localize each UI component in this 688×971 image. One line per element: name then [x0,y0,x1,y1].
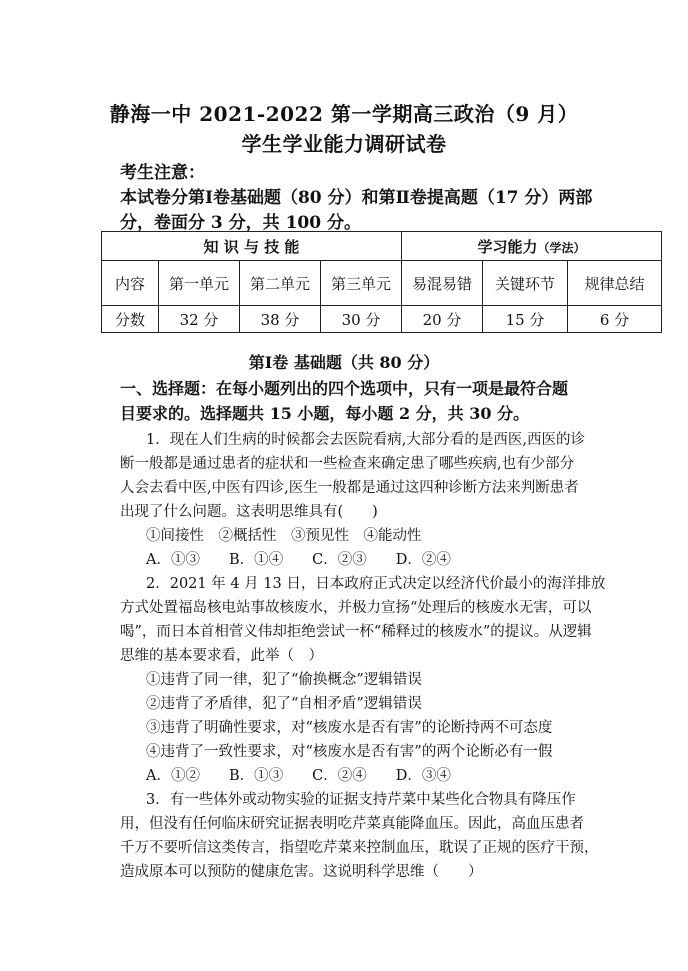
notice-label: 考生注意： [120,163,205,183]
q1-line: 断一般都是通过患者的症状和一些检查来确定患了哪些疾病,也有少部分 [120,456,575,472]
score-cell: 15 分 [483,306,568,333]
table-score-row [102,306,662,333]
q3-line: 3．有一些体外或动物实验的证据支持芹菜中某些化合物具有降压作 [146,792,576,808]
q2-item: ③违背了明确性要求，对“核废水是否有害”的论断持两不可态度 [146,720,553,736]
table-group-row [102,232,662,261]
header-cell: 内容 [102,261,159,306]
section-title: 第Ⅰ卷 基础题（共 80 分） [248,353,440,372]
header-cell: 第一单元 [159,261,240,306]
q2-item: ②违背了矛盾律，犯了“自相矛盾”逻辑错误 [146,696,422,712]
table-header-row [102,261,662,306]
group-knowledge-skills: 知 识 与 技 能 [102,232,402,261]
group-learning-ability-note: （学法） [537,240,586,255]
intro-line-2: 分，卷面分 3 分，共 100 分。 [120,213,361,233]
q1-items: ①间接性 ②概括性 ③预见性 ④能动性 [146,528,422,544]
score-cell: 38 分 [240,306,321,333]
q3-line: 千万不要听信这类传言，指望吃芹菜来控制血压，耽误了正规的医疗干预， [120,840,599,856]
q1-line: 1．现在人们生病的时候都会去医院看病,大部分看的是西医,西医的诊 [146,432,585,448]
score-distribution-table [101,231,662,333]
part-instructions-line-2: 目要求的。选择题共 15 小题，每小题 2 分，共 30 分。 [120,404,530,423]
score-cell: 20 分 [402,306,483,333]
q2-item: ④违背了一致性要求，对“核废水是否有害”的两个论断必有一假 [146,744,553,760]
q1-choices: A．①③ B．①④ C．②③ D．②④ [146,552,451,568]
score-cell: 分数 [102,306,159,333]
q2-line: 方式处置福岛核电站事故核废水，并极力宣扬“处理后的核废水无害，可以 [120,600,592,616]
q3-line: 造成原本可以预防的健康危害。这说明科学思维（ ） [120,864,483,880]
q1-line: 人会去看中医,中医有四诊,医生一般都是通过这四种诊断方法来判断患者 [120,480,579,496]
q2-choices: A．①② B．①③ C．②④ D．③④ [146,768,451,784]
header-cell: 易混易错 [402,261,483,306]
q3-line: 用，但没有任何临床研究证据表明吃芹菜真能降血压。因此，高血压患者 [120,816,584,832]
group-learning-ability-label: 学习能力 [477,237,538,256]
group-learning-ability [402,232,662,261]
header-cell: 规律总结 [568,261,662,306]
q1-line: 出现了什么问题。这表明思维具有( ) [120,504,378,520]
score-cell: 32 分 [159,306,240,333]
exam-title-line1: 静海一中 2021-2022 第一学期高三政治（9 月） [109,102,579,126]
q2-item: ①违背了同一律，犯了“偷换概念”逻辑错误 [146,672,422,688]
exam-title-line2: 学生学业能力调研试卷 [241,132,447,156]
q2-line: 2．2021 年 4 月 13 日，日本政府正式决定以经济代价最小的海洋排放 [146,576,606,592]
intro-line-1: 本试卷分第Ⅰ卷基础题（80 分）和第Ⅱ卷提高题（17 分）两部 [120,188,593,208]
header-cell: 第三单元 [321,261,402,306]
score-cell: 6 分 [568,306,662,333]
part-instructions-line-1: 一、选择题：在每小题列出的四个选项中，只有一项是最符合题 [120,379,569,398]
q2-line: 喝”，而日本首相菅义伟却拒绝尝试一杯“稀释过的核废水”的提议。从逻辑 [120,624,592,640]
header-cell: 关键环节 [483,261,568,306]
q2-line: 思维的基本要求看，此举（ ） [120,648,323,664]
header-cell: 第二单元 [240,261,321,306]
score-cell: 30 分 [321,306,402,333]
